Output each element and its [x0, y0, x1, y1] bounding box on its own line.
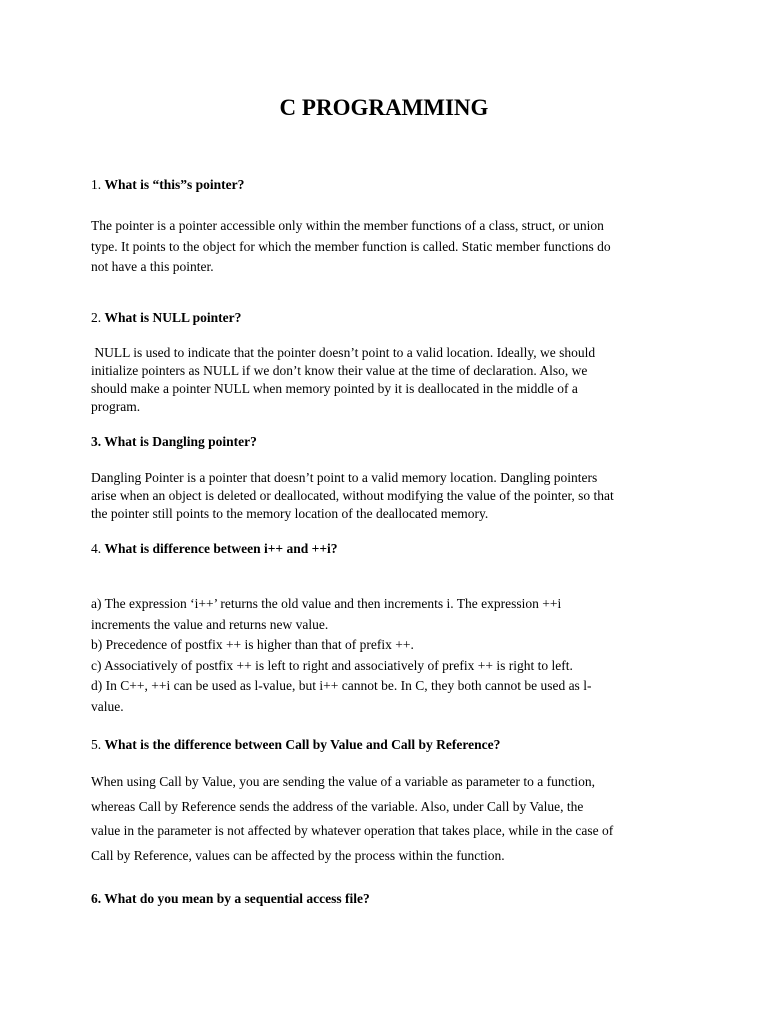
answer-line: arise when an object is deleted or deallocated, without modifying the value of the pointer, so that	[91, 488, 614, 503]
answer-line: d) In C++, ++i can be used as l-value, but i++ cannot be. In C, they both cannot be used as l-	[91, 678, 592, 693]
answer-line: value in the parameter is not affected by whatever operation that takes place, while in the case of	[91, 823, 614, 838]
answer-line: c) Associatively of postfix ++ is left to right and associatively of prefix ++ is right to left.	[91, 657, 573, 673]
answer-2	[91, 344, 681, 416]
question-text: What is NULL pointer?	[104, 310, 242, 325]
question-2-heading: 2. What is NULL pointer?	[91, 310, 242, 325]
question-text: What is Dangling pointer?	[104, 434, 257, 449]
answer-3	[91, 469, 681, 523]
question-3-heading: 3. What is Dangling pointer?	[91, 434, 257, 449]
question-text: What is difference between i++ and ++i?	[104, 541, 338, 556]
answer-line: Call by Reference, values can be affected by the process within the function.	[91, 847, 505, 863]
question-number: 6	[91, 891, 98, 906]
answer-line: value.	[91, 698, 124, 714]
answer-line: whereas Call by Reference sends the address of the variable. Also, under Call by Value, the	[91, 798, 584, 814]
answer-line: initialize pointers as NULL if we don’t know their value at the time of declaration. Also, we	[91, 363, 588, 378]
answer-line: The pointer is a pointer accessible only within the member functions of a class, struct, or union	[91, 218, 604, 233]
question-text: What do you mean by a sequential access file?	[104, 891, 370, 906]
answer-4	[91, 594, 681, 717]
question-1-heading: 1. What is “this”s pointer?	[91, 177, 245, 192]
question-text: What is the difference between Call by Value and Call by Reference?	[104, 737, 501, 752]
answer-line: When using Call by Value, you are sending the value of a variable as parameter to a function,	[91, 774, 595, 789]
page-title: C PROGRAMMING	[279, 95, 489, 120]
question-text: What is “this”s pointer?	[104, 177, 245, 192]
answer-line: type. It points to the object for which the member function is called. Static member functions do	[91, 238, 611, 254]
question-5-heading: 5. What is the difference between Call by Value and Call by Reference?	[91, 737, 501, 752]
answer-line: Dangling Pointer is a pointer that doesn’t point to a valid memory location. Dangling pointers	[91, 470, 598, 485]
answer-line: the pointer still points to the memory location of the deallocated memory.	[91, 506, 489, 521]
question-number: 5	[91, 737, 98, 752]
question-6-heading: 6. What do you mean by a sequential access file?	[91, 891, 370, 906]
answer-line: increments the value and returns new value.	[91, 616, 329, 632]
answer-5	[91, 770, 681, 868]
answer-line: a) The expression ‘i++’ returns the old value and then increments i. The expression ++i	[91, 596, 562, 611]
answer-line: program.	[91, 399, 141, 414]
answer-1	[91, 216, 681, 278]
question-number: 3	[91, 434, 98, 449]
question-number: 2	[91, 310, 98, 325]
question-number: 1	[91, 177, 98, 192]
answer-line: not have a this pointer.	[91, 259, 214, 274]
answer-line: b) Precedence of postfix ++ is higher than that of prefix ++.	[91, 637, 414, 652]
question-4-heading: 4. What is difference between i++ and ++i?	[91, 541, 338, 556]
question-number: 4	[91, 541, 98, 556]
answer-line: NULL is used to indicate that the pointer doesn’t point to a valid location. Ideally, we should	[91, 345, 596, 360]
answer-line: should make a pointer NULL when memory pointed by it is deallocated in the middle of a	[91, 381, 578, 396]
